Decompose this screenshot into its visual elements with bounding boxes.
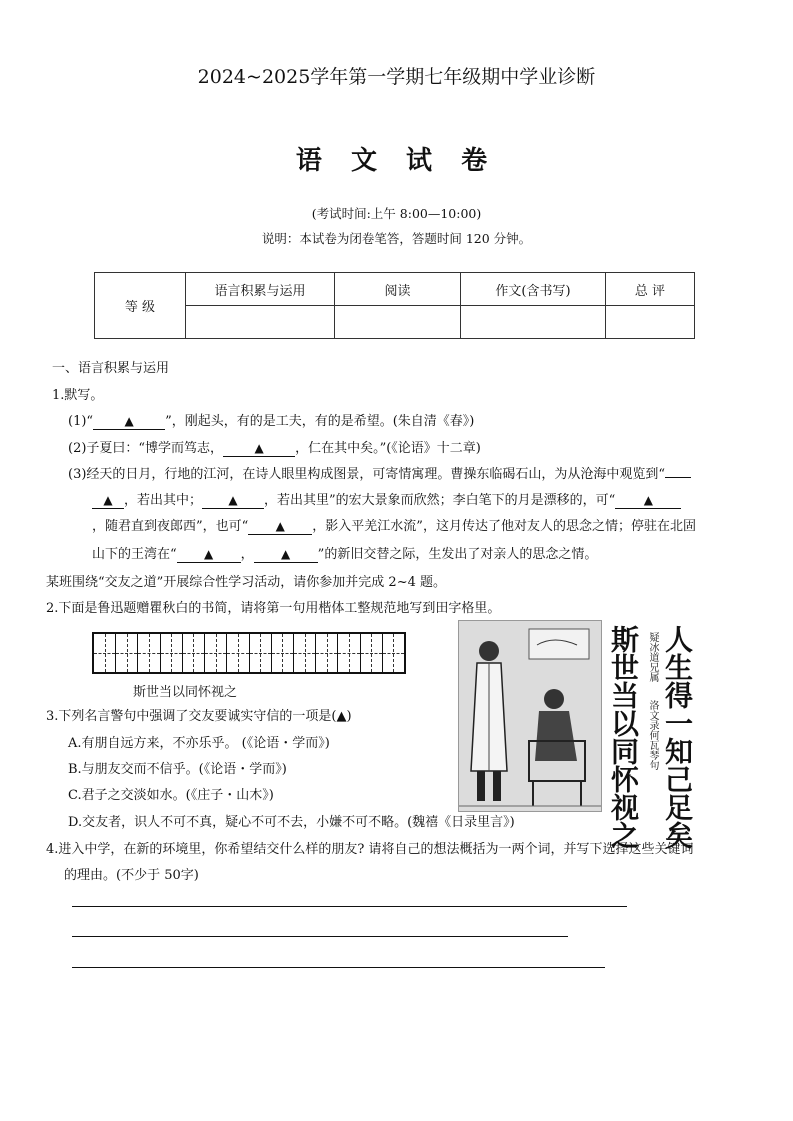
q4-answer-line[interactable] xyxy=(72,967,605,968)
q1-part3-line3: ，随君直到夜郎西”，也可“ ▲ ，影入平羌江水流”，这月传达了他对友人的思念之情；停驻在北固 xyxy=(92,519,696,534)
q4-answer-line[interactable] xyxy=(72,936,568,937)
portrait-illustration xyxy=(459,621,601,811)
q3-option-c[interactable]: C.君子之交淡如水。(《庄子・山木》) xyxy=(68,788,274,803)
q2-text: 2.下面是鲁迅题赠瞿秋白的书简，请将第一句用楷体工整规范地写到田字格里。 xyxy=(46,601,501,616)
score-table xyxy=(94,272,695,339)
q1-label: 1.默写。 xyxy=(52,388,104,403)
exam-title: 2024~2025学年第一学期七年级期中学业诊断 xyxy=(197,66,596,88)
calligraphy-column-2: 斯世当以同怀视之 xyxy=(607,625,640,849)
score-cell-language[interactable] xyxy=(186,306,335,339)
answer-blank[interactable]: ▲ xyxy=(254,547,318,563)
q1-part3-line2: ▲ ，若出其中； ▲ ，若出其里”的宏大景象而欣然；李白笔下的月是漂移的，可“ ▲ xyxy=(92,492,681,510)
answer-blank[interactable]: ▲ xyxy=(223,441,295,457)
grade-label: 等 级 xyxy=(95,273,186,339)
answer-blank[interactable]: ▲ xyxy=(177,547,241,563)
answer-blank[interactable]: ▲ xyxy=(93,414,165,430)
answer-blank[interactable]: ▲ xyxy=(202,493,264,509)
answer-blank[interactable] xyxy=(665,477,691,478)
lu-xun-photo xyxy=(458,620,602,812)
q1-part1: (1)“ ▲ ”，刚起头，有的是工夫，有的是希望。(朱自清《春》) xyxy=(68,414,475,429)
score-cell-total[interactable] xyxy=(606,306,695,339)
grid-caption: 斯世当以同怀视之 xyxy=(133,685,238,700)
q4-answer-line[interactable] xyxy=(72,906,627,907)
score-col-reading: 阅读 xyxy=(335,273,461,306)
tianzige-grid[interactable] xyxy=(92,632,406,674)
q3-option-d[interactable]: D.交友者，识人不可不真，疑心不可不去，小嫌不可不略。(魏禧《日录里言》) xyxy=(68,815,515,830)
calligraphy-inscription-2: 洛文录何瓦琴句 xyxy=(647,700,658,770)
answer-blank-cont[interactable]: ▲ xyxy=(92,493,124,509)
activity-intro: 某班围绕“交友之道”开展综合性学习活动，请你参加并完成 2~4 题。 xyxy=(46,575,446,590)
calligraphy-inscription-1: 疑冰道兄属 xyxy=(647,632,658,682)
calligraphy-column-1: 人生得一知己足矣 xyxy=(661,625,694,849)
q3-text: 3.下列名言警句中强调了交友要诚实守信的一项是(▲) xyxy=(46,709,352,724)
answer-blank[interactable]: ▲ xyxy=(615,493,681,509)
q4-text-line1: 4.进入中学，在新的环境里，你希望结交什么样的朋友? 请将自己的想法概括为一两个词，并写下选择这些关键词 xyxy=(46,842,694,857)
score-col-essay: 作文(含书写) xyxy=(461,273,606,306)
score-col-language: 语言积累与运用 xyxy=(186,273,335,306)
q1-part3-line1: (3)经天的日月，行地的江河，在诗人眼里构成图景，可寄情寓理。曹操东临碣石山，为从沧海中观览到“ xyxy=(68,466,691,484)
score-cell-essay[interactable] xyxy=(461,306,606,339)
section1-heading: 一、语言积累与运用 xyxy=(52,361,170,376)
score-cell-reading[interactable] xyxy=(335,306,461,339)
q4-text-line2: 的理由。(不少于 50字) xyxy=(64,868,199,883)
exam-instructions: 说明：本试卷为闭卷笔答，答题时间 120 分钟。 xyxy=(261,231,532,246)
q1-part3-line4: 山下的王湾在“ ▲ ， ▲ ”的新旧交替之际，生发出了对亲人的思念之情。 xyxy=(92,547,598,562)
answer-blank[interactable]: ▲ xyxy=(248,519,312,535)
q3-option-a[interactable]: A.有朋自远方来，不亦乐乎。 (《论语・学而》) xyxy=(68,736,330,751)
q3-option-b[interactable]: B.与朋友交而不信乎。(《论语・学而》) xyxy=(68,762,287,777)
score-col-total: 总 评 xyxy=(606,273,695,306)
subject-title: 语 文 试 卷 xyxy=(295,146,498,176)
exam-time: (考试时间:上午 8:00—10:00) xyxy=(311,206,482,221)
q1-part2: (2)子夏曰：“博学而笃志， ▲ ，仁在其中矣。”(《论语》十二章) xyxy=(68,441,481,456)
